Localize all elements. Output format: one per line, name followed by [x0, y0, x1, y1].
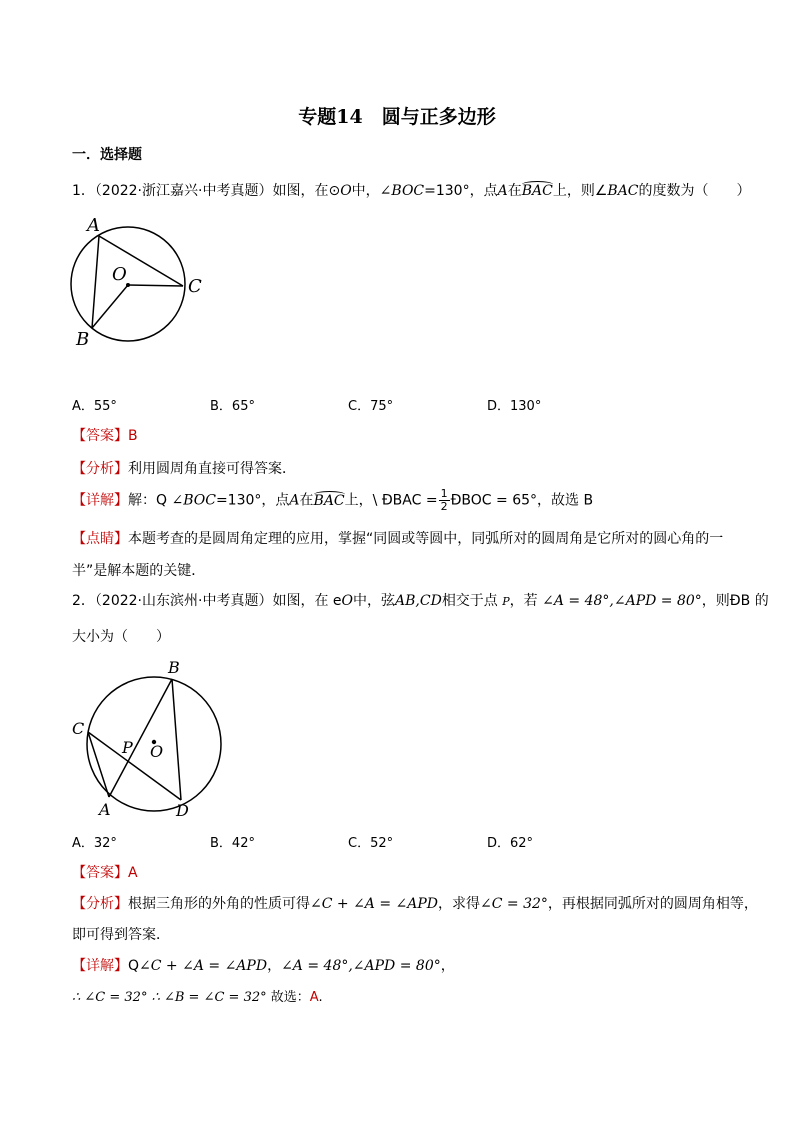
q2-stem [72, 590, 769, 610]
q2-answer-value: A [128, 865, 138, 881]
q2-analysis-line2: 即可得到答案． [72, 927, 170, 943]
q1-stem-text: 的度数为（ ） [638, 183, 751, 199]
section-heading: 一．选择题 [72, 147, 142, 163]
q2-option-b: B．42° [210, 836, 255, 851]
q2-option-c: C．52° [348, 836, 394, 851]
q1-figure [66, 208, 216, 348]
q2-stem-p: P [502, 595, 510, 608]
q1-option-d: D．130° [487, 399, 542, 414]
q2-stem-text: 如图，在 e [272, 593, 342, 609]
q2-label-o: O [150, 742, 164, 761]
q1-detail [72, 488, 593, 513]
q2-label-b: B [168, 658, 180, 677]
q2-stem-chords: AB,CD [395, 593, 442, 609]
q2-label-a: A [99, 800, 111, 819]
q1-line-oc [128, 285, 183, 286]
q2-detail-text: ， [440, 958, 455, 974]
q2-stem-text: ，若 [509, 593, 538, 609]
q1-detail-text: =130°，点 [215, 492, 290, 509]
q1-comment-line2: 半”是解本题的关键． [72, 563, 206, 579]
q1-line-ob [92, 285, 128, 328]
q2-answer [72, 862, 138, 882]
q1-detail-text: ÐBOC = 65°，故选 B [450, 492, 594, 509]
q2-detail-conclusion: ∴ ∠C = 32° ∴ ∠B = ∠C = 32° [72, 990, 267, 1005]
q2-stem-text: 相交于点 [441, 593, 498, 609]
q2-detail-eq2: ∠A = 48°,∠APD = 80° [281, 958, 441, 974]
q1-line-ab [92, 236, 99, 328]
q1-detail-angle: ∠BOC [171, 492, 216, 509]
q2-analysis-text: ，再根据同弧所对的圆周角相等， [547, 896, 758, 912]
q1-label-b: B [76, 329, 90, 348]
q1-comment-tag: 【点睛】 [72, 531, 128, 547]
q1-option-b: B．65° [210, 399, 255, 414]
q1-stem-text: =130°，点 [424, 183, 498, 199]
q1-detail-tag: 【详解】 [72, 492, 128, 509]
q1-fraction-num: 1 [440, 487, 448, 500]
q2-source: （2022·山东滨州·中考真题） [94, 593, 273, 609]
q1-analysis [72, 458, 296, 478]
q1-answer [72, 425, 138, 445]
q2-analysis-text: ，求得 [438, 896, 481, 912]
q2-analysis-tag: 【分析】 [72, 896, 128, 912]
q2-option-d: D．62° [487, 836, 534, 851]
q2-chord-cd [88, 732, 181, 800]
q1-comment [72, 528, 723, 548]
q1-option-a: A．55° [72, 399, 117, 414]
q1-label-o: O [112, 264, 127, 285]
q2-detail-line2 [72, 986, 323, 1005]
q2-detail-text: 故选： [266, 990, 310, 1005]
q2-stem-text: 中，弦 [353, 593, 396, 609]
q1-detail-arc: BAC [313, 492, 345, 509]
q2-stem-o: O [341, 593, 354, 609]
q2-detail-tag: 【详解】 [72, 958, 128, 974]
page-title: 专题14 圆与正多边形 [298, 106, 496, 128]
q1-fraction-den: 2 [440, 500, 448, 513]
q2-figure [68, 655, 228, 820]
q1-stem-bac: BAC [607, 183, 639, 199]
q1-detail-text: 解：Q [128, 492, 168, 509]
q1-comment-line1: 本题考查的是圆周角定理的应用，掌握“同圆或等圆中，同弧所对的圆周角是它所对的圆心角的一 [128, 531, 724, 547]
q2-detail-choice: A [309, 990, 319, 1005]
q1-label-a: A [87, 215, 100, 236]
q2-label-p: P [122, 738, 133, 757]
q1-detail-text: 上，\ ÐBAC = [344, 492, 438, 509]
q2-chord-bd [172, 679, 181, 800]
q1-stem [72, 180, 751, 200]
q2-stem-condition: ∠A = 48°,∠APD = 80° [542, 593, 702, 609]
q2-analysis-text: 根据三角形的外角的性质可得 [128, 896, 310, 912]
q2-option-a: A．32° [72, 836, 117, 851]
q1-detail-point: A [289, 492, 300, 509]
q2-detail-text: . [318, 990, 323, 1005]
q1-stem-text: 在 [507, 183, 522, 199]
q2-detail-text: ， [267, 958, 282, 974]
q1-stem-arc: BAC [521, 183, 553, 199]
q1-detail-text: 在 [299, 492, 314, 509]
q2-analysis [72, 893, 758, 913]
q2-stem-line2: 大小为（ ） [72, 629, 170, 645]
q1-stem-text: 上，则∠ [552, 183, 608, 199]
q1-detail-fraction [439, 488, 450, 513]
q2-label-c: C [72, 719, 85, 738]
q2-answer-tag: 【答案】 [72, 865, 128, 881]
q2-number: 2． [72, 593, 95, 609]
q2-analysis-eq2: ∠C = 32° [480, 896, 548, 912]
q1-answer-tag: 【答案】 [72, 428, 128, 444]
q1-analysis-text: 利用圆周角直接可得答案． [128, 461, 296, 477]
q2-detail-text: Q [128, 958, 140, 974]
q1-stem-text: 中， [351, 183, 380, 199]
q2-chord-ab [109, 679, 172, 797]
q2-detail [72, 955, 455, 975]
q1-number: 1． [72, 183, 95, 199]
q1-label-c: C [188, 276, 202, 297]
q2-detail-eq1: ∠C + ∠A = ∠APD [139, 958, 268, 974]
q1-source: （2022·浙江嘉兴·中考真题） [94, 183, 273, 199]
q2-stem-text: ，则ÐB 的 [701, 593, 769, 609]
q2-label-d: D [176, 801, 189, 820]
q1-stem-angle: ∠BOC [379, 183, 425, 199]
q1-stem-o: O [340, 183, 352, 199]
q1-stem-point: A [497, 183, 508, 199]
q1-stem-text: 如图，在⊙ [272, 183, 341, 199]
q1-answer-value: B [128, 428, 138, 444]
q2-chord-ca [88, 732, 109, 797]
q1-option-c: C．75° [348, 399, 394, 414]
q1-analysis-tag: 【分析】 [72, 461, 128, 477]
q2-analysis-eq1: ∠C + ∠A = ∠APD [310, 896, 439, 912]
